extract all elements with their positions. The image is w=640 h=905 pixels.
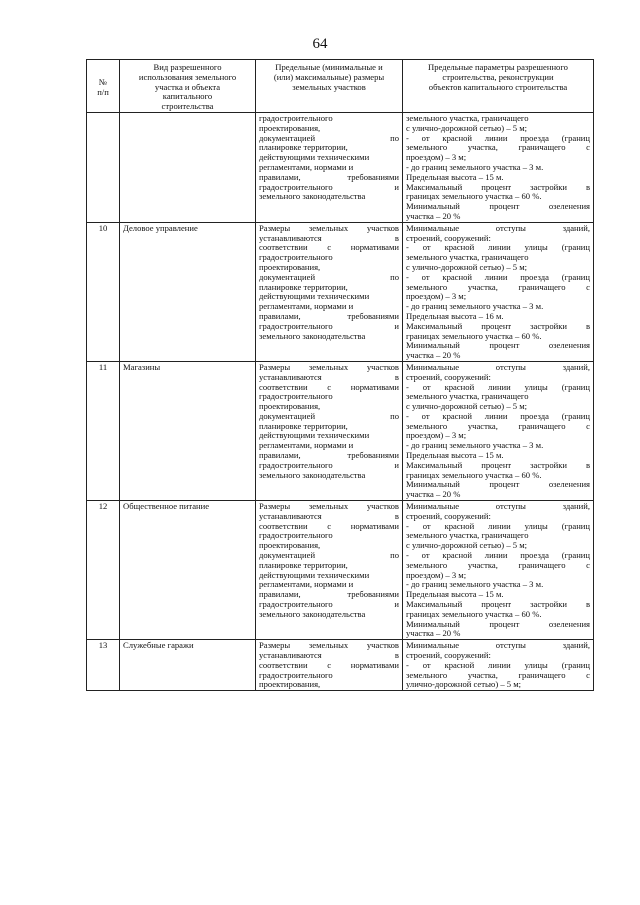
- plot-size-cell: [256, 501, 403, 640]
- text-line: земельного участка, граничащего: [406, 391, 529, 402]
- construction-params-cell: [403, 640, 594, 691]
- text-line: - от красной линии проезда (границ: [406, 271, 590, 282]
- row-number: 10: [87, 222, 120, 361]
- text-line: проектирования,: [259, 401, 321, 412]
- use-type-name: [120, 112, 256, 222]
- text-line: регламентами, нормами и: [259, 301, 354, 312]
- row-number: 11: [87, 361, 120, 500]
- table-row: [87, 112, 594, 222]
- text-line: строений, сооружений:: [406, 371, 491, 382]
- text-line: границах земельного участка – 60 %.: [406, 608, 542, 619]
- text-line: действующими техническими: [259, 569, 370, 580]
- text-line: земельного участка, граничащего с: [406, 669, 590, 680]
- use-type-name: Служебные гаражи: [120, 640, 256, 691]
- construction-params-cell: [403, 501, 594, 640]
- text-line: проездом) – 3 м;: [406, 152, 467, 163]
- construction-params-cell: [403, 361, 594, 500]
- header-line: строительства, реконструкции: [442, 71, 554, 82]
- header-line: капитального: [162, 91, 213, 102]
- use-type-name: Общественное питание: [120, 501, 256, 640]
- text-line: земельного участка, граничащего: [406, 530, 529, 541]
- text-line: соответствии с нормативами: [259, 659, 399, 670]
- text-line: земельного законодательства: [259, 330, 366, 341]
- text-line: границах земельного участка – 60 %.: [406, 469, 542, 480]
- use-type-name: Магазины: [120, 361, 256, 500]
- row-number: 12: [87, 501, 120, 640]
- table-row: [87, 222, 594, 361]
- table-row: [87, 501, 594, 640]
- text-line: правилами, требованиями: [259, 589, 399, 600]
- header-line: земельных участков: [292, 81, 366, 92]
- text-line: устанавливаются в: [259, 371, 399, 382]
- page-number: 64: [312, 36, 328, 52]
- text-line: документацией по: [259, 410, 399, 421]
- text-line: проектирования,: [259, 122, 321, 133]
- text-line: земельного участка, граничащего с: [406, 420, 590, 431]
- text-line: земельного участка, граничащего с: [406, 142, 590, 153]
- text-line: с улично-дорожной сетью) – 5 м;: [406, 122, 528, 133]
- row-number: 13: [87, 640, 120, 691]
- text-line: участка – 20 %: [406, 628, 461, 639]
- text-line: проектирования,: [259, 540, 321, 551]
- table-row: [87, 361, 594, 500]
- text-line: участка – 20 %: [406, 350, 461, 361]
- text-line: градостроительного: [259, 391, 333, 402]
- text-line: устанавливаются в: [259, 510, 399, 521]
- text-line: улично-дорожной сетью) – 5 м;: [406, 679, 522, 690]
- text-line: Предельная высота – 15 м.: [406, 589, 504, 600]
- text-line: документацией по: [259, 550, 399, 561]
- text-line: регламентами, нормами и: [259, 579, 354, 590]
- text-line: Предельная высота – 16 м.: [406, 310, 504, 321]
- text-line: Минимальный процент озеленения: [406, 618, 590, 629]
- plot-size-cell: [256, 222, 403, 361]
- text-line: Минимальный процент озеленения: [406, 479, 590, 490]
- text-line: участка – 20 %: [406, 210, 461, 221]
- text-line: границах земельного участка – 60 %.: [406, 330, 542, 341]
- text-line: границах земельного участка – 60 %.: [406, 191, 542, 202]
- text-line: действующими техническими: [259, 291, 370, 302]
- text-line: участка – 20 %: [406, 489, 461, 500]
- header-number: [87, 60, 120, 113]
- text-line: - до границ земельного участка – 3 м.: [406, 301, 544, 312]
- header-line: строительства: [161, 101, 214, 112]
- text-line: Минимальные отступы зданий,: [406, 501, 590, 512]
- text-line: планировке территории,: [259, 142, 348, 153]
- header-line: Предельные (минимальные и: [275, 62, 383, 72]
- text-line: Размеры земельных участков: [259, 501, 399, 512]
- text-line: - от красной линии улицы (границ: [406, 381, 590, 392]
- text-line: земельного законодательства: [259, 608, 366, 619]
- text-line: Максимальный процент застройки в: [406, 459, 590, 470]
- text-line: Размеры земельных участков: [259, 361, 399, 372]
- text-line: земельного участка, граничащего: [406, 112, 529, 123]
- text-line: соответствии с нормативами: [259, 520, 399, 531]
- text-line: градостроительного и: [259, 459, 399, 470]
- text-line: Предельная высота – 15 м.: [406, 171, 504, 182]
- text-line: градостроительного и: [259, 181, 399, 192]
- text-line: строений, сооружений:: [406, 650, 491, 661]
- text-line: Максимальный процент застройки в: [406, 181, 590, 192]
- plot-size-cell: [256, 112, 403, 222]
- text-line: действующими техническими: [259, 152, 370, 163]
- text-line: Предельная высота – 15 м.: [406, 450, 504, 461]
- text-line: Максимальный процент застройки в: [406, 599, 590, 610]
- regulations-table: [86, 59, 594, 691]
- text-line: планировке территории,: [259, 420, 348, 431]
- text-line: градостроительного: [259, 252, 333, 263]
- text-line: - до границ земельного участка – 3 м.: [406, 161, 544, 172]
- header-use-type: [120, 60, 256, 113]
- text-line: - от красной линии проезда (границ: [406, 132, 590, 143]
- text-line: - от красной линии улицы (границ: [406, 520, 590, 531]
- table-header-row: [87, 60, 594, 113]
- text-line: Максимальный процент застройки в: [406, 320, 590, 331]
- text-line: регламентами, нормами и: [259, 440, 354, 451]
- text-line: - до границ земельного участка – 3 м.: [406, 579, 544, 590]
- header-line: (или) максимальные) размеры: [273, 71, 385, 82]
- text-line: градостроительного: [259, 669, 333, 680]
- use-type-name: Деловое управление: [120, 222, 256, 361]
- header-line: использования земельного: [138, 71, 237, 82]
- text-line: правилами, требованиями: [259, 450, 399, 461]
- text-line: градостроительного: [259, 112, 333, 123]
- text-line: правилами, требованиями: [259, 171, 399, 182]
- text-line: с улично-дорожной сетью) – 5 м;: [406, 540, 528, 551]
- table-row: [87, 640, 594, 691]
- header-line: Вид разрешенного: [153, 62, 222, 72]
- text-line: земельного участка, граничащего с: [406, 559, 590, 570]
- text-line: проектирования,: [259, 679, 321, 690]
- header-line: Предельные параметры разрешенного: [428, 62, 568, 72]
- text-line: проездом) – 3 м;: [406, 291, 467, 302]
- text-line: с улично-дорожной сетью) – 5 м;: [406, 261, 528, 272]
- row-number: [87, 112, 120, 222]
- text-line: проездом) – 3 м;: [406, 569, 467, 580]
- text-line: строений, сооружений:: [406, 510, 491, 521]
- header-line: п/п: [97, 86, 109, 97]
- text-line: градостроительного и: [259, 599, 399, 610]
- text-line: - до границ земельного участка – 3 м.: [406, 440, 544, 451]
- plot-size-cell: [256, 640, 403, 691]
- text-line: планировке территории,: [259, 281, 348, 292]
- header-plot-sizes: [256, 60, 403, 113]
- header-line: №: [98, 77, 108, 87]
- text-line: градостроительного и: [259, 320, 399, 331]
- text-line: Минимальный процент озеленения: [406, 340, 590, 351]
- text-line: устанавливаются в: [259, 650, 399, 661]
- text-line: документацией по: [259, 132, 399, 143]
- text-line: действующими техническими: [259, 430, 370, 441]
- text-line: Минимальные отступы зданий,: [406, 361, 590, 372]
- text-line: градостроительного: [259, 530, 333, 541]
- text-line: проездом) – 3 м;: [406, 430, 467, 441]
- header-line: объектов капитального строительства: [428, 81, 568, 92]
- text-line: документацией по: [259, 271, 399, 282]
- text-line: земельного законодательства: [259, 191, 366, 202]
- construction-params-cell: [403, 222, 594, 361]
- text-line: соответствии с нормативами: [259, 381, 399, 392]
- text-line: - от красной линии улицы (границ: [406, 242, 590, 253]
- text-line: регламентами, нормами и: [259, 161, 354, 172]
- header-construction-params: [403, 60, 594, 113]
- text-line: планировке территории,: [259, 559, 348, 570]
- text-line: строений, сооружений:: [406, 232, 491, 243]
- table-body: [87, 112, 594, 690]
- text-line: - от красной линии проезда (границ: [406, 410, 590, 421]
- text-line: соответствии с нормативами: [259, 242, 399, 253]
- text-line: проектирования,: [259, 261, 321, 272]
- plot-size-cell: [256, 361, 403, 500]
- text-line: Минимальный процент озеленения: [406, 201, 590, 212]
- text-line: Минимальные отступы зданий,: [406, 640, 590, 651]
- text-line: Минимальные отступы зданий,: [406, 222, 590, 233]
- text-line: земельного участка, граничащего: [406, 252, 529, 263]
- text-line: - от красной линии проезда (границ: [406, 550, 590, 561]
- text-line: Размеры земельных участков: [259, 222, 399, 233]
- text-line: земельного законодательства: [259, 469, 366, 480]
- header-line: участка и объекта: [154, 81, 221, 92]
- text-line: правилами, требованиями: [259, 310, 399, 321]
- text-line: - от красной линии улицы (границ: [406, 659, 590, 670]
- text-line: земельного участка, граничащего с: [406, 281, 590, 292]
- text-line: с улично-дорожной сетью) – 5 м;: [406, 401, 528, 412]
- text-line: устанавливаются в: [259, 232, 399, 243]
- construction-params-cell: [403, 112, 594, 222]
- text-line: Размеры земельных участков: [259, 640, 399, 651]
